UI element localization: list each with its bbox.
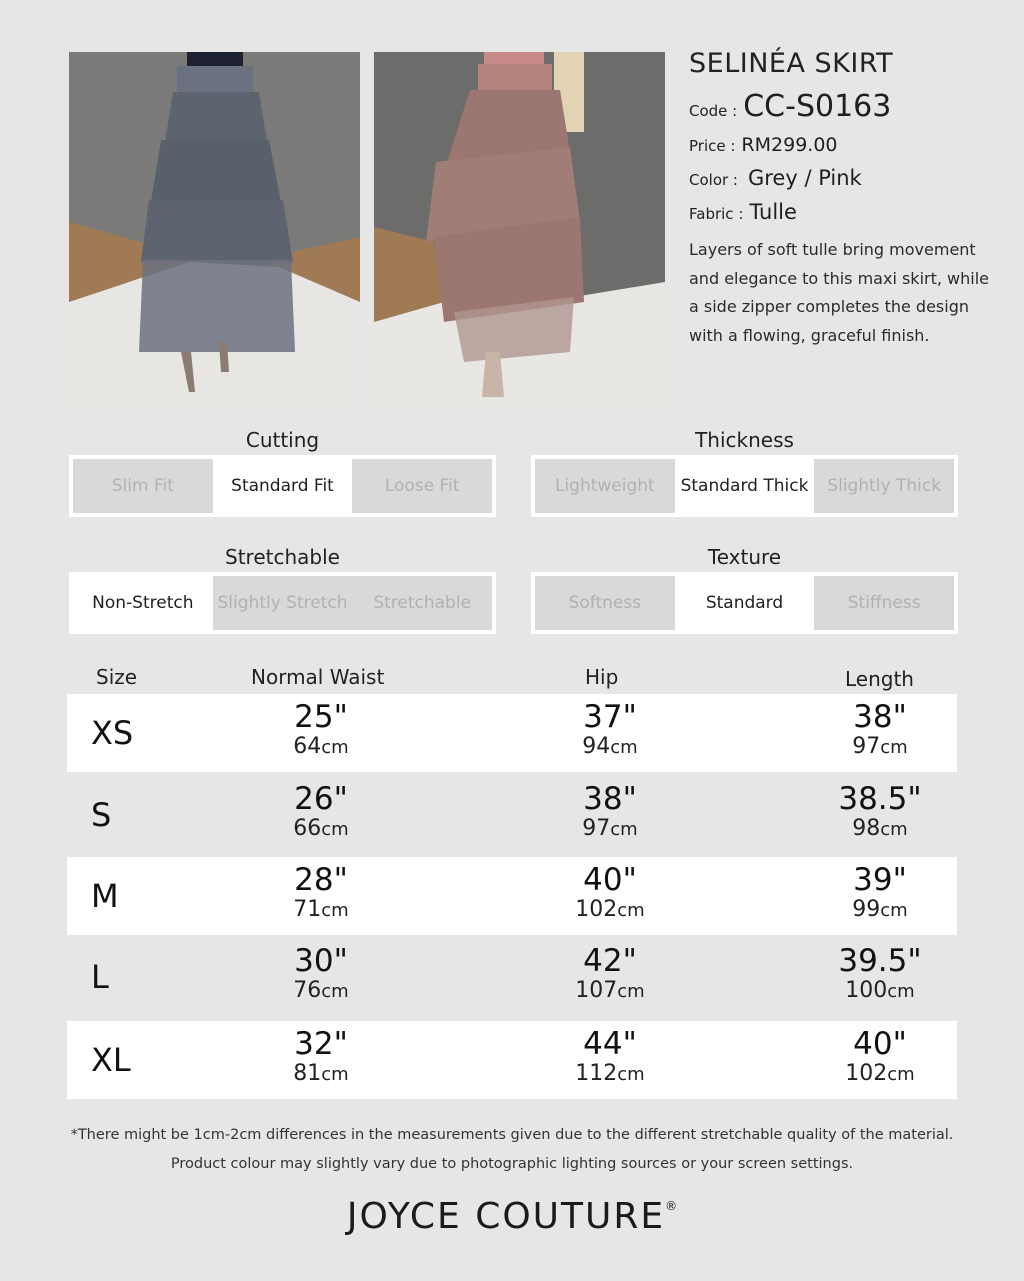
waist-cell-cm-value: 81	[293, 1061, 322, 1086]
size-label: M	[91, 877, 119, 915]
waist-cell-cm	[256, 734, 386, 761]
size-label: XS	[91, 714, 134, 752]
cutting-scale	[69, 425, 496, 517]
hip-cell-inches: 42"	[583, 943, 637, 979]
unit-label: cm	[887, 1064, 915, 1085]
brand-name: JOYCE COUTURE	[346, 1196, 666, 1237]
waist-cell-cm	[256, 978, 386, 1005]
fabric-row	[689, 200, 989, 224]
color-label: Color :	[689, 171, 738, 189]
stretchable-options	[69, 572, 496, 634]
hip-cell-cm-value: 102	[575, 897, 618, 922]
hip-cell-cm	[545, 897, 675, 924]
length-cell-cm	[815, 734, 945, 761]
product-title: SELINÉA SKIRT	[689, 48, 894, 79]
hip-cell-cm	[545, 734, 675, 761]
table-row	[67, 857, 957, 935]
unit-label: cm	[321, 737, 349, 758]
waist-cell-cm-value: 64	[293, 734, 322, 759]
code-row	[689, 89, 989, 124]
waist-cell-cm	[256, 816, 386, 843]
thickness-option: Standard Thick	[675, 459, 815, 513]
hip-cell-cm	[545, 816, 675, 843]
price-label: Price :	[689, 137, 736, 155]
unit-label: cm	[610, 737, 638, 758]
length-cell-cm-value: 98	[852, 816, 881, 841]
hip-cell-inches: 40"	[583, 862, 637, 898]
unit-label: cm	[617, 1064, 645, 1085]
brand-logo	[0, 1196, 1024, 1237]
hip-cell-inches: 37"	[583, 699, 637, 735]
code-value: CC-S0163	[743, 89, 892, 124]
length-cell-inches: 38"	[853, 699, 907, 735]
unit-label: cm	[617, 900, 645, 921]
unit-label: cm	[880, 900, 908, 921]
hip-cell	[545, 944, 675, 1005]
hip-cell-inches: 44"	[583, 1026, 637, 1062]
size-header: Size	[96, 665, 138, 689]
waist-header: Normal Waist	[251, 665, 385, 689]
length-cell-inches: 39.5"	[838, 943, 922, 979]
waist-cell-inches: 30"	[294, 943, 348, 979]
waist-cell	[256, 700, 386, 761]
product-info	[689, 48, 989, 350]
grey-skirt-photo	[69, 52, 360, 410]
table-row	[67, 694, 957, 772]
hip-cell	[545, 863, 675, 924]
texture-title: Texture	[707, 545, 782, 569]
size-chart-header	[67, 662, 957, 694]
cutting-options	[69, 455, 496, 517]
texture-option: Stiffness	[847, 593, 921, 613]
color-value: Grey / Pink	[747, 166, 862, 190]
cutting-option: Standard Fit	[213, 459, 353, 513]
length-cell	[815, 863, 945, 924]
length-cell	[815, 782, 945, 843]
fabric-label: Fabric :	[689, 205, 744, 223]
unit-label: cm	[321, 819, 349, 840]
product-description: Layers of soft tulle bring movement and elegance to this maxi skirt, while a side zipper completes the design with a flowing, graceful finish.	[689, 240, 989, 345]
texture-option: Standard	[675, 576, 815, 630]
cutting-option: Loose Fit	[384, 476, 460, 496]
hip-cell	[545, 782, 675, 843]
hip-cell-cm-value: 112	[575, 1061, 618, 1086]
table-row	[67, 776, 957, 854]
stretchable-title: Stretchable	[225, 545, 340, 569]
stretchable-option: Non-Stretch	[73, 576, 213, 630]
hip-cell-cm-value: 97	[582, 816, 611, 841]
waist-cell-cm	[256, 897, 386, 924]
color-row	[689, 166, 989, 190]
size-label: S	[91, 796, 112, 834]
length-cell-cm	[815, 1061, 945, 1088]
stretchable-scale	[69, 542, 496, 634]
texture-scale	[531, 542, 958, 634]
thickness-title: Thickness	[695, 428, 794, 452]
fabric-value: Tulle	[749, 200, 797, 224]
hip-cell	[545, 1027, 675, 1088]
waist-cell-cm-value: 66	[293, 816, 322, 841]
unit-label: cm	[610, 819, 638, 840]
length-header: Length	[845, 667, 914, 691]
hip-cell-cm	[545, 978, 675, 1005]
length-cell-inches: 40"	[853, 1026, 907, 1062]
length-cell-cm-value: 100	[845, 978, 888, 1003]
length-cell-cm	[815, 978, 945, 1005]
unit-label: cm	[321, 1064, 349, 1085]
price-row	[689, 134, 989, 156]
texture-option: Softness	[568, 593, 642, 613]
texture-options	[531, 572, 958, 634]
thickness-option: Lightweight	[554, 476, 655, 496]
unit-label: cm	[321, 900, 349, 921]
length-cell-inches: 38.5"	[838, 781, 922, 817]
measurement-note: *There might be 1cm-2cm differences in the measurements given due to the different stretchable quality of the material.	[70, 1127, 954, 1143]
length-cell-inches: 39"	[853, 862, 907, 898]
unit-label: cm	[880, 737, 908, 758]
cutting-title: Cutting	[245, 428, 320, 452]
hip-cell-cm-value: 107	[575, 978, 618, 1003]
length-cell	[815, 1027, 945, 1088]
colour-note: Product colour may slightly vary due to photographic lighting sources or your screen settings.	[170, 1156, 854, 1172]
waist-cell-cm-value: 76	[293, 978, 322, 1003]
unit-label: cm	[321, 981, 349, 1002]
hip-cell	[545, 700, 675, 761]
hip-header: Hip	[585, 665, 619, 689]
length-cell-cm-value: 102	[845, 1061, 888, 1086]
unit-label: cm	[880, 819, 908, 840]
thickness-option: Slightly Thick	[827, 476, 942, 496]
waist-cell-cm	[256, 1061, 386, 1088]
pink-skirt-photo	[374, 52, 665, 410]
waist-cell-inches: 32"	[294, 1026, 348, 1062]
hip-cell-cm-value: 94	[582, 734, 611, 759]
size-label: XL	[91, 1041, 131, 1079]
hip-cell-inches: 38"	[583, 781, 637, 817]
table-row	[67, 1021, 957, 1099]
length-cell	[815, 944, 945, 1005]
length-cell-cm	[815, 897, 945, 924]
size-label: L	[91, 958, 109, 996]
waist-cell	[256, 1027, 386, 1088]
waist-cell-inches: 26"	[294, 781, 348, 817]
price-value: RM299.00	[741, 134, 838, 156]
code-label: Code :	[689, 102, 738, 120]
registered-mark: ®	[665, 1199, 678, 1213]
thickness-scale	[531, 425, 958, 517]
waist-cell	[256, 944, 386, 1005]
length-cell-cm	[815, 816, 945, 843]
table-row	[67, 938, 957, 1016]
waist-cell-cm-value: 71	[293, 897, 322, 922]
stretchable-option: Stretchable	[373, 593, 472, 613]
length-cell-cm-value: 97	[852, 734, 881, 759]
stretchable-option: Slightly Stretch	[217, 593, 348, 613]
waist-cell-inches: 28"	[294, 862, 348, 898]
unit-label: cm	[887, 981, 915, 1002]
waist-cell	[256, 782, 386, 843]
thickness-options	[531, 455, 958, 517]
waist-cell	[256, 863, 386, 924]
length-cell	[815, 700, 945, 761]
hip-cell-cm	[545, 1061, 675, 1088]
unit-label: cm	[617, 981, 645, 1002]
length-cell-cm-value: 99	[852, 897, 881, 922]
cutting-option: Slim Fit	[111, 476, 174, 496]
waist-cell-inches: 25"	[294, 699, 348, 735]
